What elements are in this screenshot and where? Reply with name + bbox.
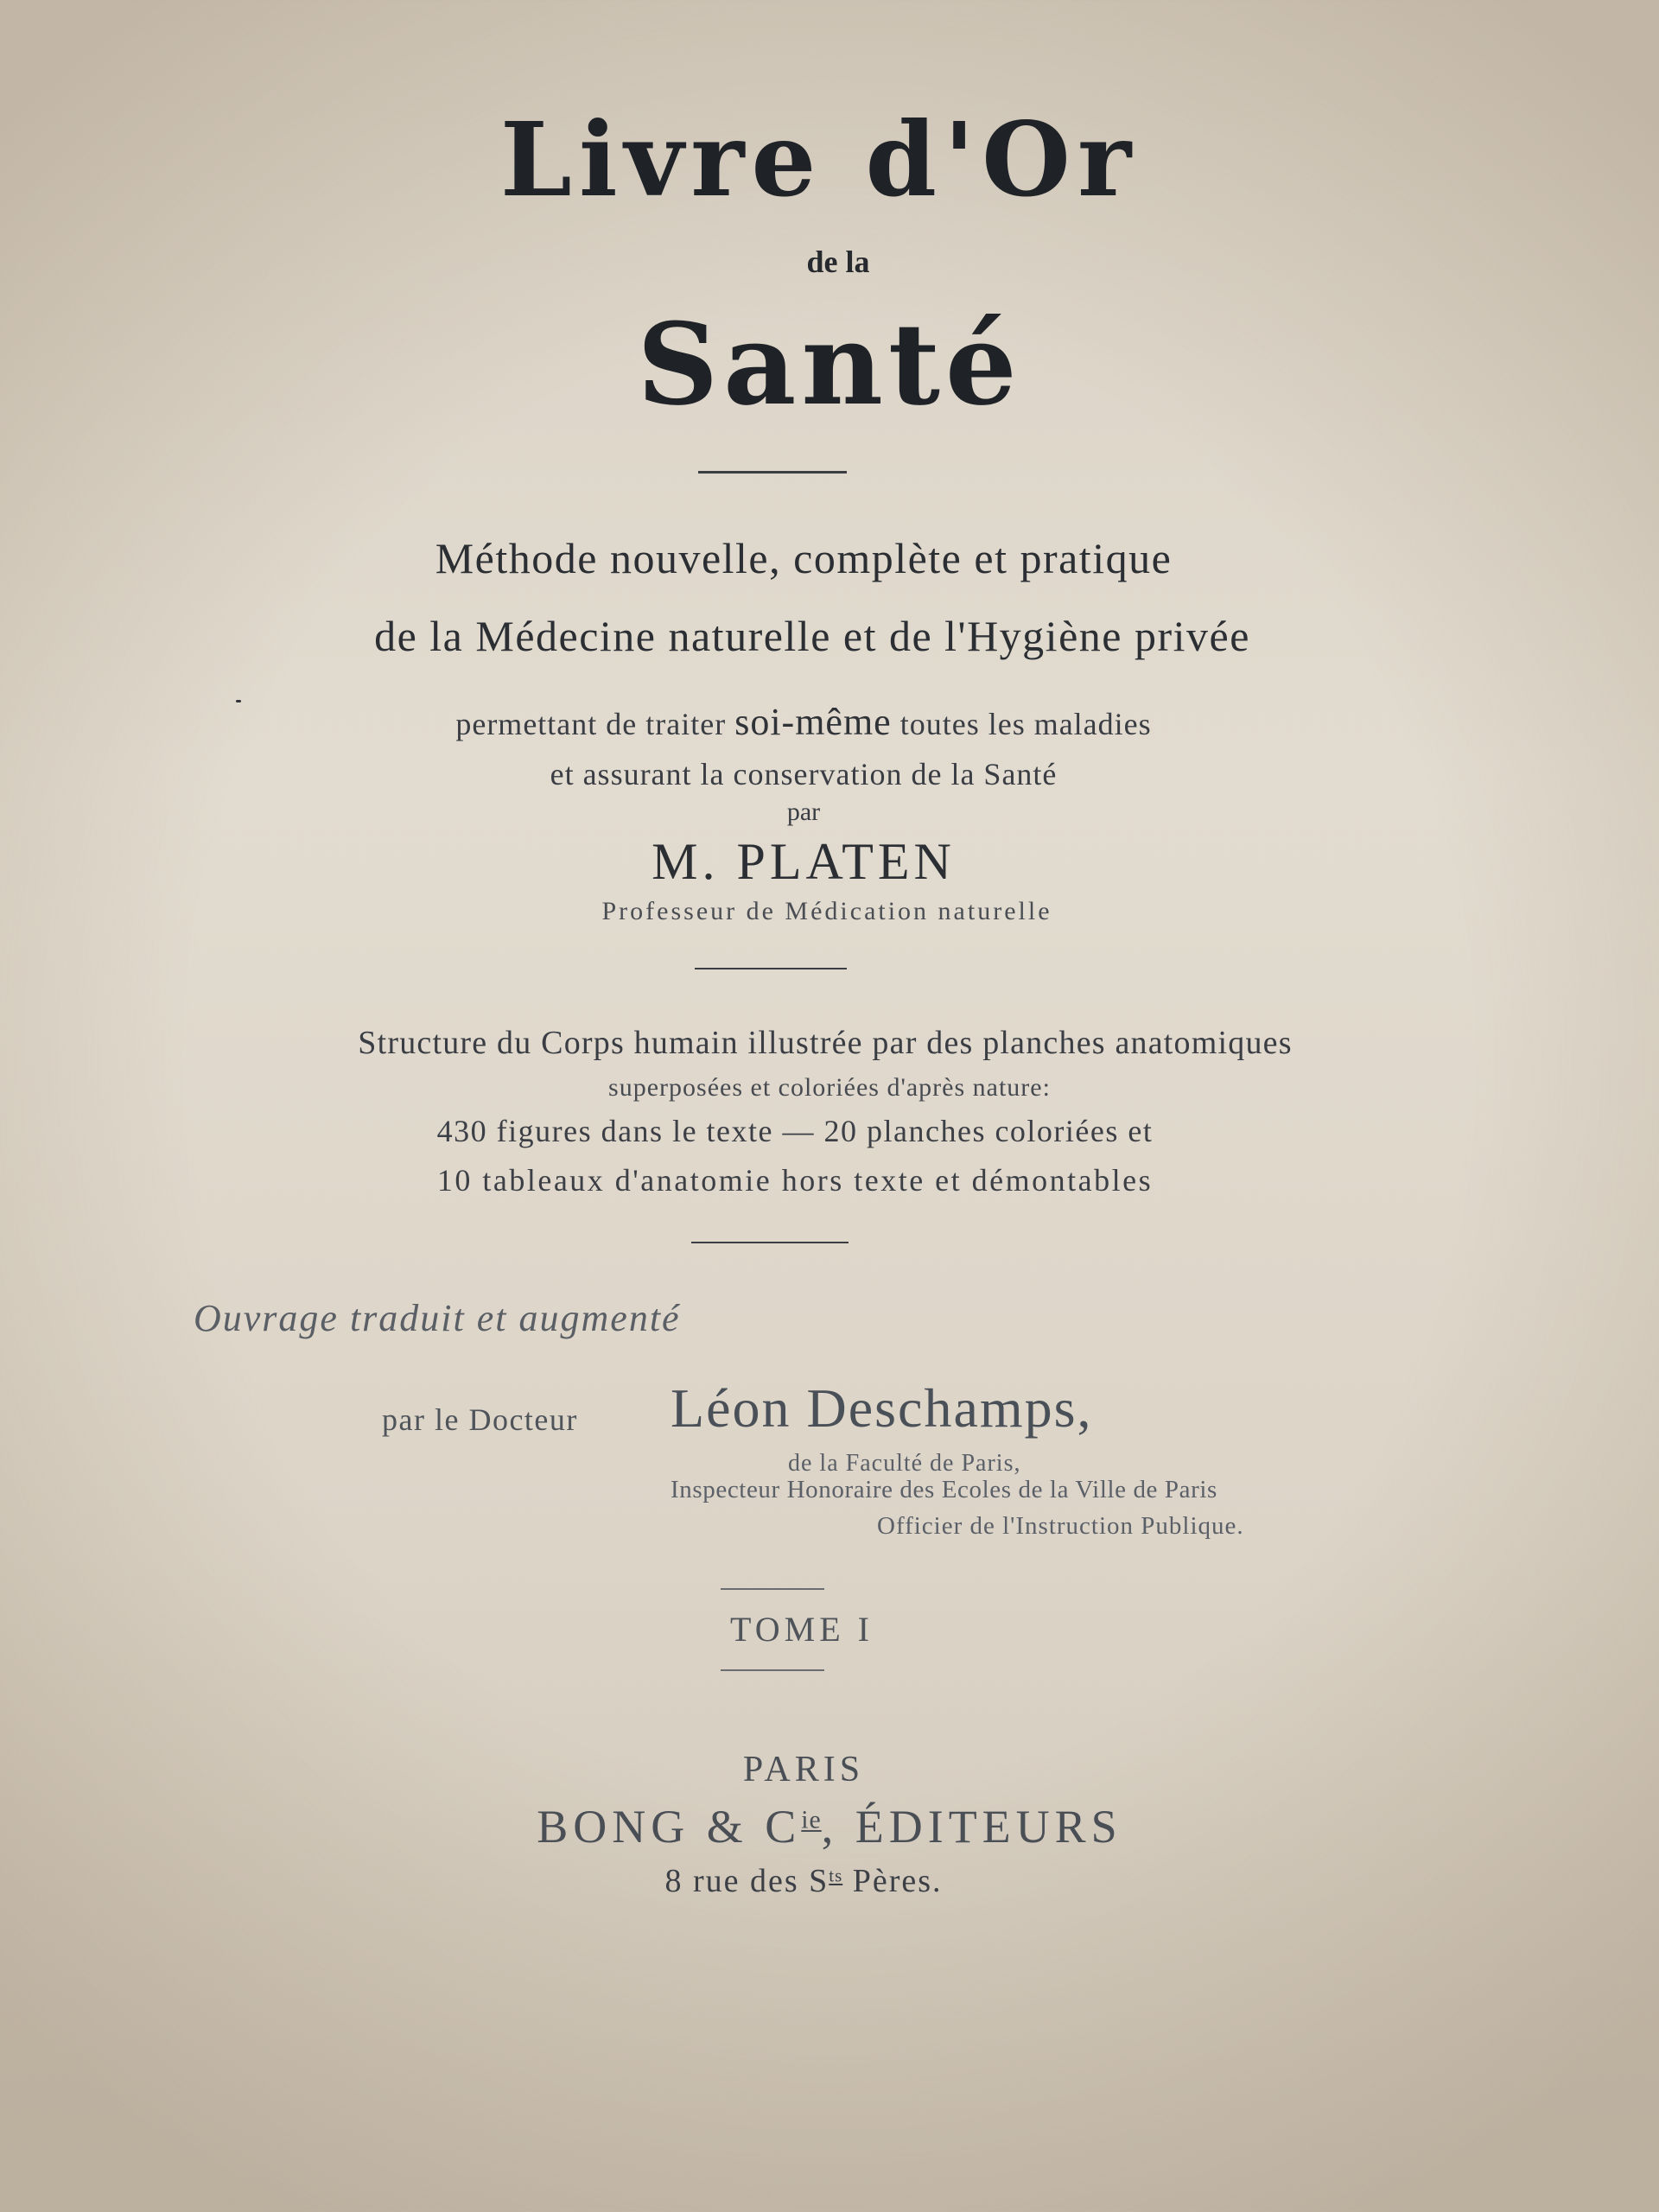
translator-name: Léon Deschamps, — [671, 1377, 1093, 1439]
publisher-superscript: ie — [801, 1806, 822, 1834]
subtitle-line-4: et assurant la conservation de la Santé — [550, 757, 1058, 791]
imprint-publisher — [0, 1800, 1659, 1853]
divider-rule — [691, 1242, 849, 1243]
subtitle-emphasis: soi-même — [734, 701, 892, 743]
subtitle-line-2: de la Médecine naturelle et de l'Hygiène privée — [374, 612, 1250, 660]
illustrations-line-2: superposées et coloriées d'après nature: — [608, 1073, 1051, 1102]
publisher-suffix: , ÉDITEURS — [821, 1801, 1122, 1853]
illustrations-line-1: Structure du Corps humain illustrée par des planches anatomiques — [358, 1025, 1293, 1061]
imprint-city: PARIS — [742, 1750, 865, 1789]
subtitle-line-3-end: toutes les maladies — [891, 707, 1152, 741]
subtitle-line-1: Méthode nouvelle, complète et pratique — [435, 534, 1173, 582]
divider-rule — [721, 1588, 824, 1590]
address-end: Pères. — [842, 1863, 943, 1899]
illustrations-line-4: 10 tableaux d'anatomie hors texte et démontables — [436, 1163, 1154, 1198]
divider-rule — [721, 1669, 824, 1671]
book-title-subject: Santé — [637, 298, 1022, 430]
address-superscript: ts — [829, 1865, 843, 1886]
volume-label: TOME I — [730, 1610, 874, 1649]
address-start: 8 rue des S — [664, 1863, 830, 1899]
translator-prefix: par le Docteur — [382, 1402, 578, 1437]
translation-label: Ouvrage traduit et augmenté — [194, 1297, 681, 1339]
translator-credential-1: de la Faculté de Paris, — [788, 1450, 1021, 1477]
author-name: M. PLATEN — [652, 833, 956, 890]
translator-credential-2: Inspecteur Honoraire des Ecoles de la Ville de Paris — [671, 1476, 1217, 1503]
subtitle-line-3-start: permettant de traiter — [455, 707, 735, 741]
publisher-name: BONG & C — [537, 1801, 802, 1853]
translator-credential-3: Officier de l'Instruction Publique. — [877, 1512, 1244, 1540]
divider-rule — [695, 968, 847, 969]
divider-rule — [698, 471, 847, 474]
imprint-address — [0, 1862, 1633, 1900]
illustrations-line-3: 430 figures dans le texte — 20 planches coloriées et — [436, 1114, 1154, 1148]
subtitle-line-3 — [0, 700, 1633, 744]
title-connector: de la — [806, 245, 870, 279]
author-role: Professeur de Médication naturelle — [601, 897, 1052, 925]
book-title: Livre d'Or — [499, 99, 1139, 219]
by-label: par — [786, 798, 821, 826]
